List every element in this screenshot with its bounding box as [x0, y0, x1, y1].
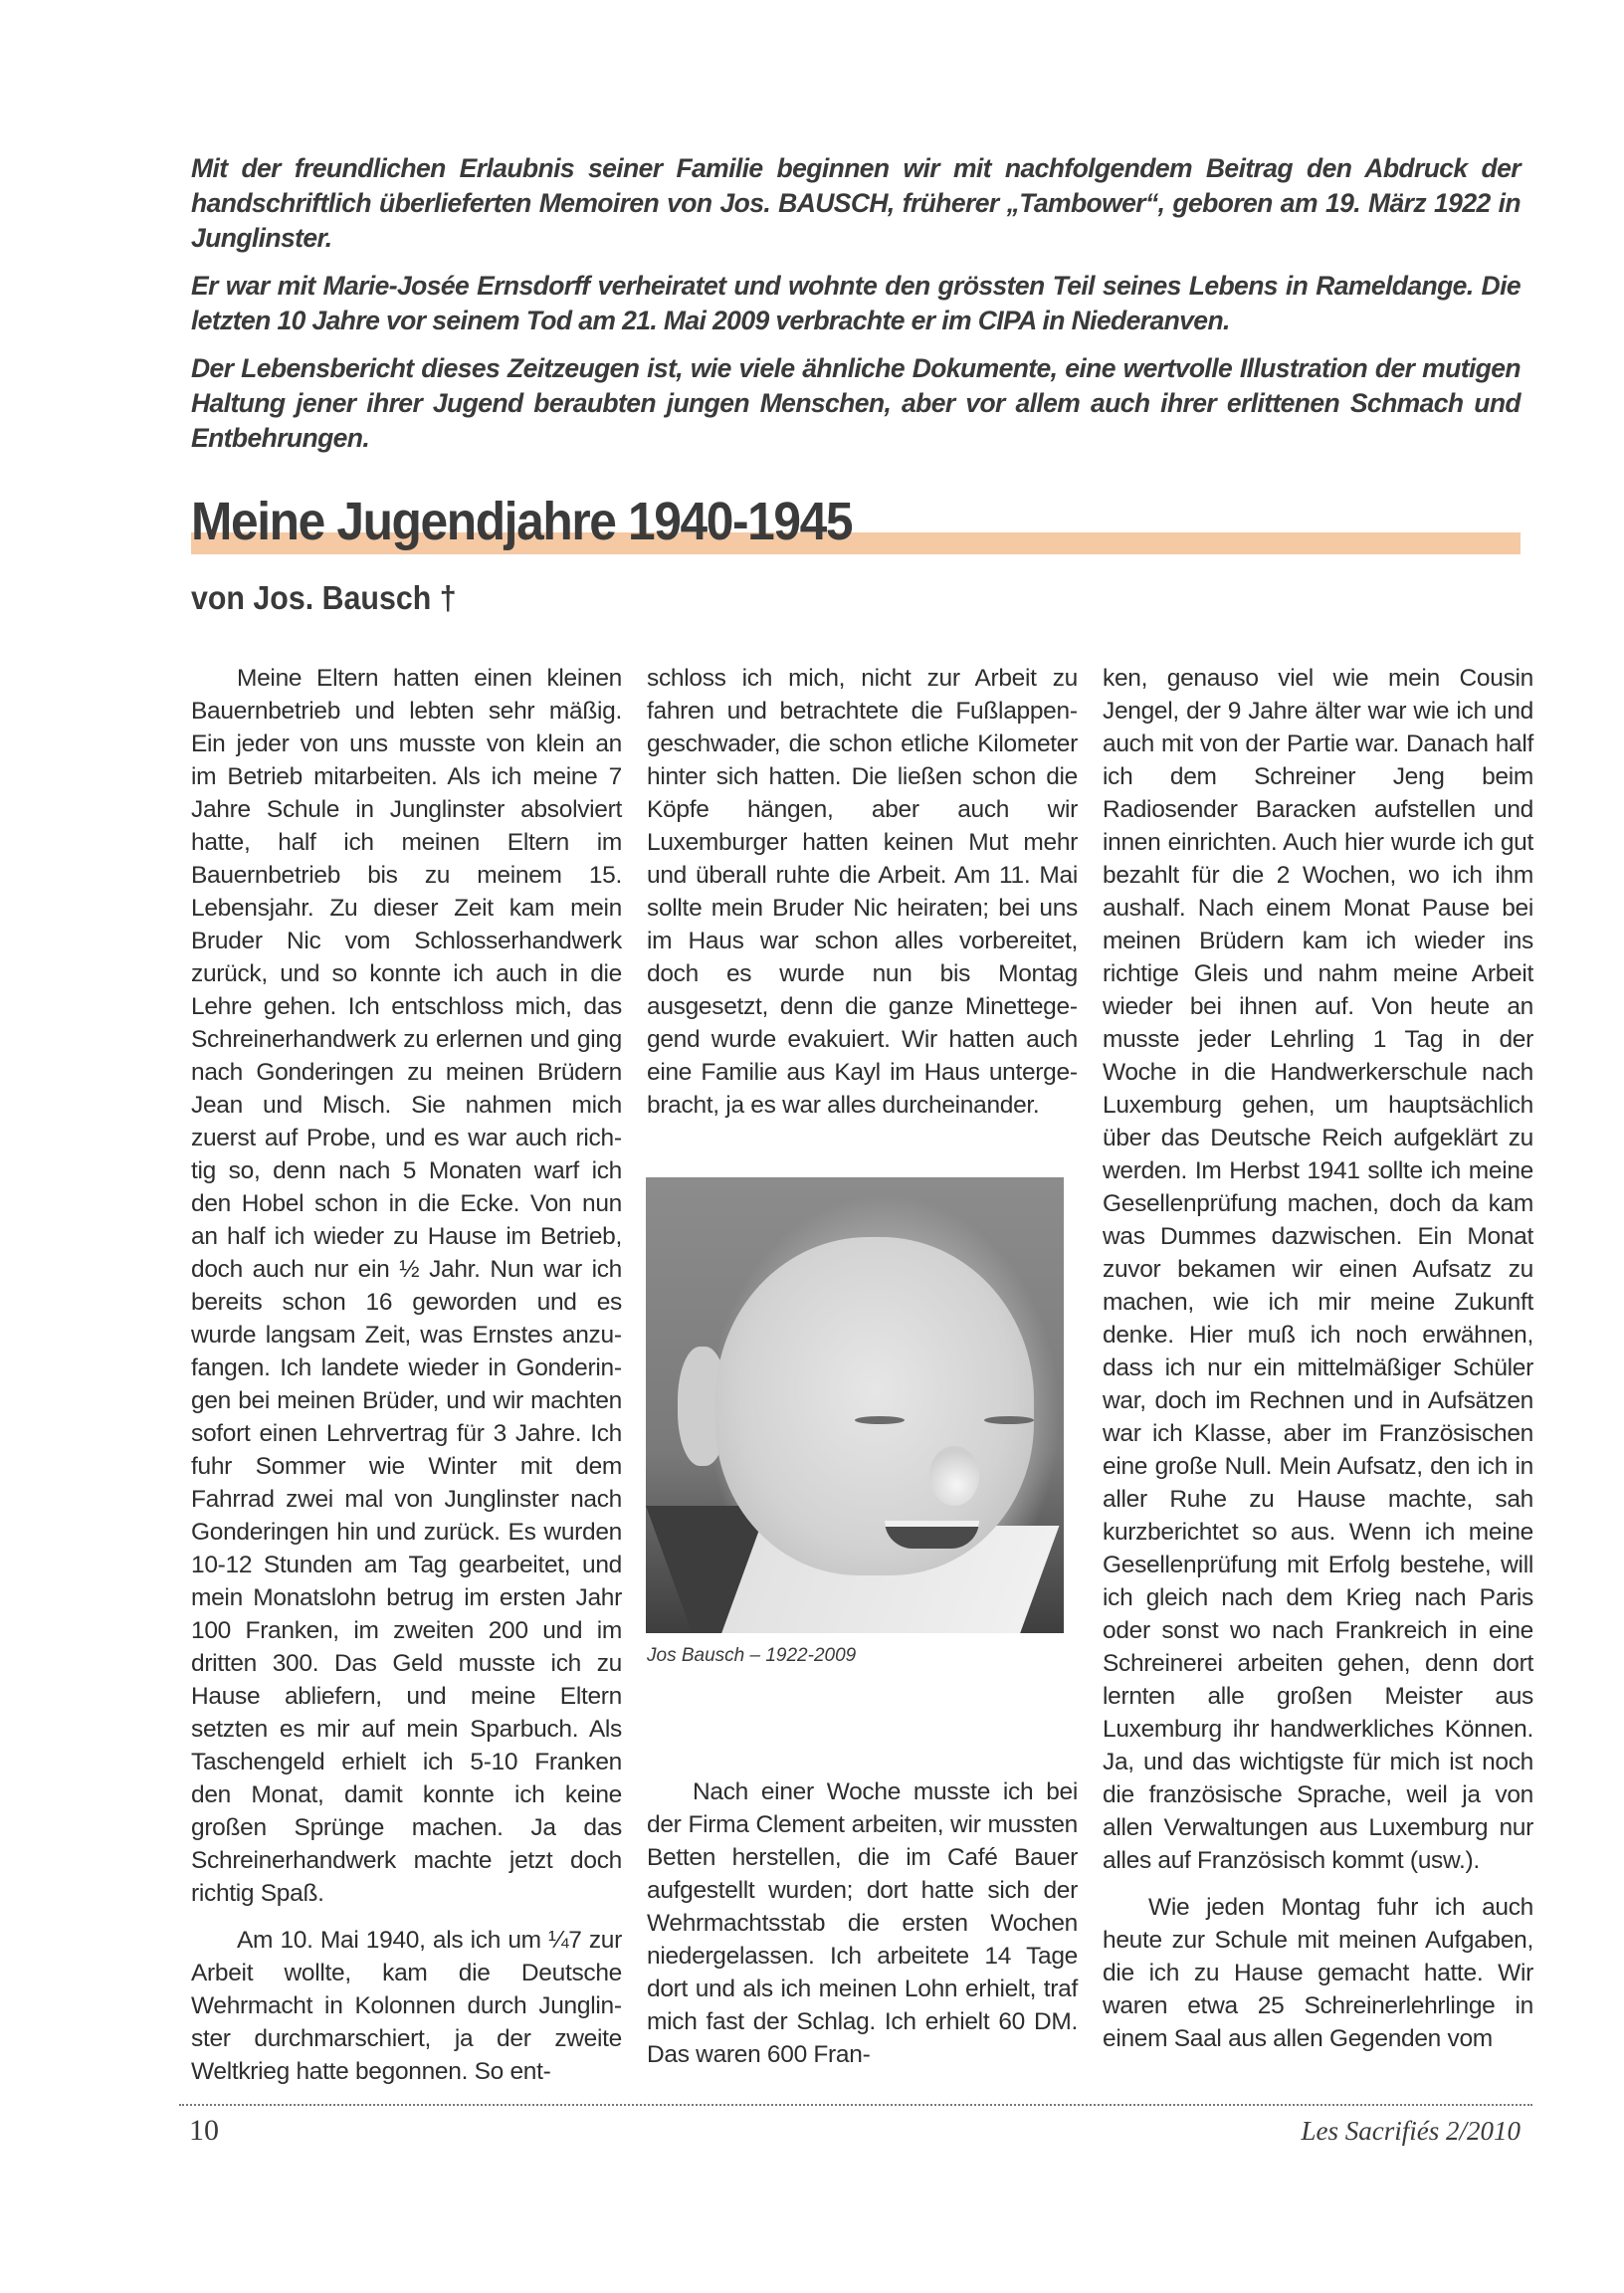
body-paragraph: schloss ich mich, nicht zur Arbeit zu fahren und betrachtete die Fußlappengeschwader, die schon etliche Kilometer hinter sich hatten. Die ließen schon die Köpfe hängen, aber auch wir Luxemburger hatten keinen Mut mehr und überall ruhte die Arbeit. Am 11. Mai sollte mein Bruder Nic heiraten; bei uns im Haus war schon alles vorbereitet, doch es wurde nun bis Montag ausgesetzt, denn die ganze Minettegegend wurde evakuiert. Wir hatten auch eine Familie aus Kayl im Haus untergebracht, ja es war alles durcheinander. — [647, 665, 1078, 1119]
intro-paragraph: Er war mit Marie-Josée Ernsdorff verheiratet und wohnte den grössten Teil seines Lebens in Rameldange. Die letzten 10 Jahre vor seinem Tod am 21. Mai 2009 verbrachte er im CIPA in Niederanven. — [191, 271, 1521, 335]
intro-paragraph: Mit der freundlichen Erlaubnis seiner Familie beginnen wir mit nachfolgendem Beitrag den Abdruck der handschriftlich überlieferten Memoiren von Jos. BAUSCH, früherer „Tambower“, geboren am 19. März 1922 in Junglinster. — [191, 153, 1521, 253]
body-paragraph: ken, genauso viel wie mein Cousin Jengel, der 9 Jahre älter war wie ich und auch mit von der Partie war. Danach half ich dem Schreiner Jeng beim Radiosender Baracken aufstellen und innen einrichten. Auch hier wurde ich gut bezahlt für die 2 Wochen, wo ich ihm aushalf. Nach einem Monat Pause bei meinen Brüdern kam ich wieder ins richtige Gleis und nahm meine Arbeit wieder bei ihnen auf. Von heute an musste jeder Lehrling 1 Tag in der Woche in die Handwerkerschule nach Luxemburg gehen, um hauptsächlich über das Deutsche Reich aufgeklärt zu werden. Im Herbst 1941 sollte ich meine Gesellenprüfung machen, doch da kam was Dummes dazwischen. Ein Monat zuvor bekamen wir einen Aufsatz zu machen, wie ich mir meine Zukunft denke. Hier muß ich noch erwähnen, dass ich nur ein mittelmäßiger Schüler war, doch im Rechnen und in Aufsätzen war ich Klasse, aber im Französischen eine große Null. Mein Aufsatz, den ich in aller Ruhe zu Hause machte, sah kurzberichtet so aus. Wenn ich meine Gesellenprüfung mit Erfolg bestehe, will ich gleich nach dem Krieg nach Paris oder sonst wo nach Frankreich in eine Schreinerei arbeiten gehen, denn dort lernten alle großen Meister aus Luxemburg ihr handwerkliches Können. Ja, und das wichtigste für mich ist noch die französische Sprache, weil ja von allen Verwaltungen aus Luxemburg nur alles auf Französisch kommt (usw.). — [1103, 665, 1533, 1874]
page-number: 10 — [189, 2114, 219, 2147]
article-byline: von Jos. Bausch † — [191, 579, 457, 616]
footer-divider — [179, 2104, 1532, 2106]
article-column-2 — [647, 662, 1078, 1136]
photo-smile — [885, 1521, 979, 1549]
photo-head — [715, 1237, 1034, 1575]
body-paragraph: Nach einer Woche musste ich bei der Firma Clement arbeiten, wir mussten Betten herstellen, die im Café Bauer aufgestellt wurden; dort hatte sich der Wehrmachtsstab die ersten Wochen niedergelassen. Ich arbeitete 14 Tage dort und als ich meinen Lohn erhielt, traf mich fast der Schlag. Ich erhielt 60 DM. Das waren 600 Fran- — [647, 1778, 1078, 2068]
intro-block — [191, 151, 1521, 469]
journal-name: Les Sacrifiés 2/2010 — [1301, 2116, 1521, 2146]
body-paragraph: Am 10. Mai 1940, als ich um ¼7 zur Arbeit wollte, kam die Deutsche Wehrmacht in Kolonnen durch Junglinster durchmarschiert, ja der zweite Weltkrieg hatte begonnen. So ent- — [191, 1927, 622, 2085]
portrait-photo — [646, 1177, 1064, 1633]
article-column-2-continued — [647, 1775, 1078, 2071]
intro-paragraph: Der Lebensbericht dieses Zeitzeugen ist, wie viele ähnliche Dokumente, eine wertvolle Illustration der mutigen Haltung jener ihrer Jugend beraubten jungen Menschen, aber vor allem auch ihrer erlittenen Schmach und Entbehrungen. — [191, 353, 1521, 453]
photo-eye — [984, 1416, 1034, 1424]
body-paragraph: Meine Eltern hatten einen kleinen Bauernbetrieb und lebten sehr mäßig. Ein jeder von uns musste von klein an im Betrieb mitarbeiten. Als ich meine 7 Jahre Schule in Junglinster absolviert hatte, half ich meinen Eltern im Bauernbetrieb bis zu meinem 15. Lebensjahr. Zu dieser Zeit kam mein Bruder Nic vom Schlosserhandwerk zurück, und so konnte ich auch in die Lehre gehen. Ich entschloss mich, das Schreinerhandwerk zu erlernen und ging nach Gonderingen zu meinen Brüdern Jean und Misch. Sie nahmen mich zuerst auf Probe, und es war auch richtig so, denn nach 5 Monaten warf ich den Hobel schon in die Ecke. Von nun an half ich wieder zu Hause im Betrieb, doch auch nur ein ½ Jahr. Nun war ich bereits schon 16 geworden und es wurde langsam Zeit, was Ernstes anzufangen. Ich landete wieder in Gonderingen bei meinen Brüder, und wir machten sofort einen Lehrvertrag für 3 Jahre. Ich fuhr Sommer wie Winter mit dem Fahrrad zwei mal von Junglinster nach Gonderingen hin und zurück. Es wurden 10-12 Stunden am Tag gearbeitet, und mein Monatslohn betrug im ersten Jahr 100 Franken, im zweiten 200 und im dritten 300. Das Geld musste ich zu Hause abliefern, und meine Eltern setzten es mir auf mein Sparbuch. Als Taschengeld erhielt ich 5-10 Franken den Monat, damit konnte ich keine großen Sprünge machen. Ja das Schreinerhandwerk machte jetzt doch richtig Spaß. — [191, 665, 622, 1907]
body-paragraph: Wie jeden Montag fuhr ich auch heute zur Schule mit meinen Aufgaben, die ich zu Hause gemacht hatte. Wir waren etwa 25 Schreinerlehrlinge in einem Saal aus allen Gegenden vom — [1103, 1894, 1533, 2052]
photo-caption: Jos Bausch – 1922-2009 — [647, 1645, 857, 1666]
photo-eye — [855, 1416, 905, 1424]
article-column-1 — [191, 662, 622, 2102]
photo-nose — [929, 1446, 979, 1506]
article-title: Meine Jugendjahre 1940-1945 — [191, 492, 853, 551]
article-column-3 — [1103, 662, 1533, 2069]
